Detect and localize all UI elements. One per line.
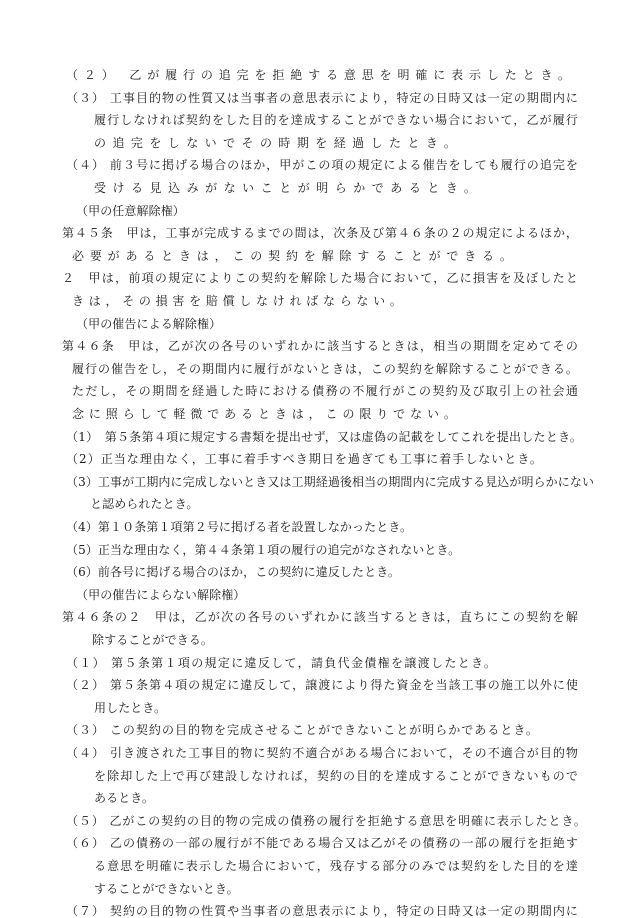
text-line: の追完をしないでその時期を経過したとき。 [94, 136, 463, 150]
text-line: 念に照らして軽微であるときは，この限りでない。 [72, 407, 461, 421]
text-line: （３） この契約の目的物を完成させることができないことが明らかであるとき。 [66, 723, 539, 737]
text-line: （４） 前３号に掲げる場合のほか，甲がこの項の規定による催告をしても履行の追完を [66, 158, 579, 172]
text-line: 履行しなければ契約をした目的を達成することができない場合において，乙が履行 [94, 113, 580, 127]
text-line: （６） 乙の債務の一部の履行が不能である場合又は乙がその債務の一部の履行を拒絶す [66, 836, 579, 850]
text-line: を除却した上で再び建設しなければ，契約の目的を達成することができないもので [94, 769, 580, 783]
text-line: （４） 引き渡された工事目的物に契約不適合がある場合において，その不適合が目的物 [66, 746, 579, 760]
text-line: （７） 契約の目的物の性質や当事者の意思表示により，特定の日時又は一定の期間内に [66, 904, 579, 918]
text-line: （5）正当な理由なく，第４４条第１項の履行の追完がなされないとき。 [66, 543, 461, 557]
text-line: （２） 第５条第４項の規定に違反して，譲渡により得た資金を当該工事の施工以外に使 [66, 678, 579, 692]
text-line: 除することができる。 [92, 633, 214, 647]
text-line: る意思を明確に表示した場合において，残存する部分のみでは契約をした目的を達 [94, 859, 580, 873]
text-line: 必要があるときは，この契約を解除することができる。 [72, 249, 518, 263]
text-line: 履行の催告をし，その期間内に履行がないときは，この契約を解除することができる。 [72, 362, 579, 376]
text-line: することができないとき。 [94, 882, 239, 896]
text-line: ２ 甲は，前項の規定によりこの契約を解除した場合において，乙に損害を及ぼしたと [62, 271, 580, 285]
text-line: （2）正当な理由なく，工事に着手すべき期日を過ぎても工事に着手しないとき。 [66, 452, 543, 466]
text-line: （３） 工事目的物の性質又は当事者の意思表示により，特定の日時又は一定の期間内に [66, 91, 579, 105]
section-heading: （甲の催告によらない解除権） [76, 588, 246, 602]
article-heading-line: 第４６条 甲は，乙が次の各号のいずれかに該当するときは，相当の期間を定めてその [62, 339, 580, 353]
text-line: （２） 乙が履行の追完を拒絶する意思を明確に表示したとき。 [66, 68, 576, 82]
text-line: きは，その損害を賠償しなければならない。 [72, 294, 407, 308]
section-heading: （甲の催告による解除権） [76, 317, 222, 331]
text-line: （１） 第５条第１項の規定に違反して，請負代金債権を譲渡したとき。 [66, 656, 498, 670]
text-line: 用したとき。 [94, 701, 167, 715]
text-line: （1） 第５条第４項に規定する書類を提出せず，又は虚偽の記載をしてこれを提出したとき。 [66, 430, 583, 444]
section-heading: （甲の任意解除権） [76, 204, 185, 218]
article-heading-line: 第４５条 甲は，工事が完成するまでの間は，次条及び第４６条の２の規定によるほか， [62, 226, 579, 240]
article-heading-line: 第４６条の２ 甲は，乙が次の各号のいずれかに該当するときは，直ちにこの契約を解 [62, 610, 580, 624]
text-line: （3）工事が工期内に完成しないとき又は工期経過後相当の期間内に完成する見込が明らかにない [66, 475, 595, 489]
text-line: あるとき。 [94, 791, 155, 805]
text-line: （５） 乙がこの契約の目的物の完成の債務の履行を拒絶する意思を明確に表示したとき。 [66, 814, 587, 828]
text-line: と認められたとき。 [90, 497, 199, 511]
text-line: （4）第１０条第１項第２号に掲げる者を設置しなかったとき。 [66, 520, 413, 534]
text-line: 受ける見込みがないことが明らかであるとき。 [94, 181, 483, 195]
text-line: （6）前各号に掲げる場合のほか，この契約に違反したとき。 [66, 565, 400, 579]
text-line: ただし，その期間を経過した時における債務の不履行がこの契約及び取引上の社会通 [72, 384, 580, 398]
